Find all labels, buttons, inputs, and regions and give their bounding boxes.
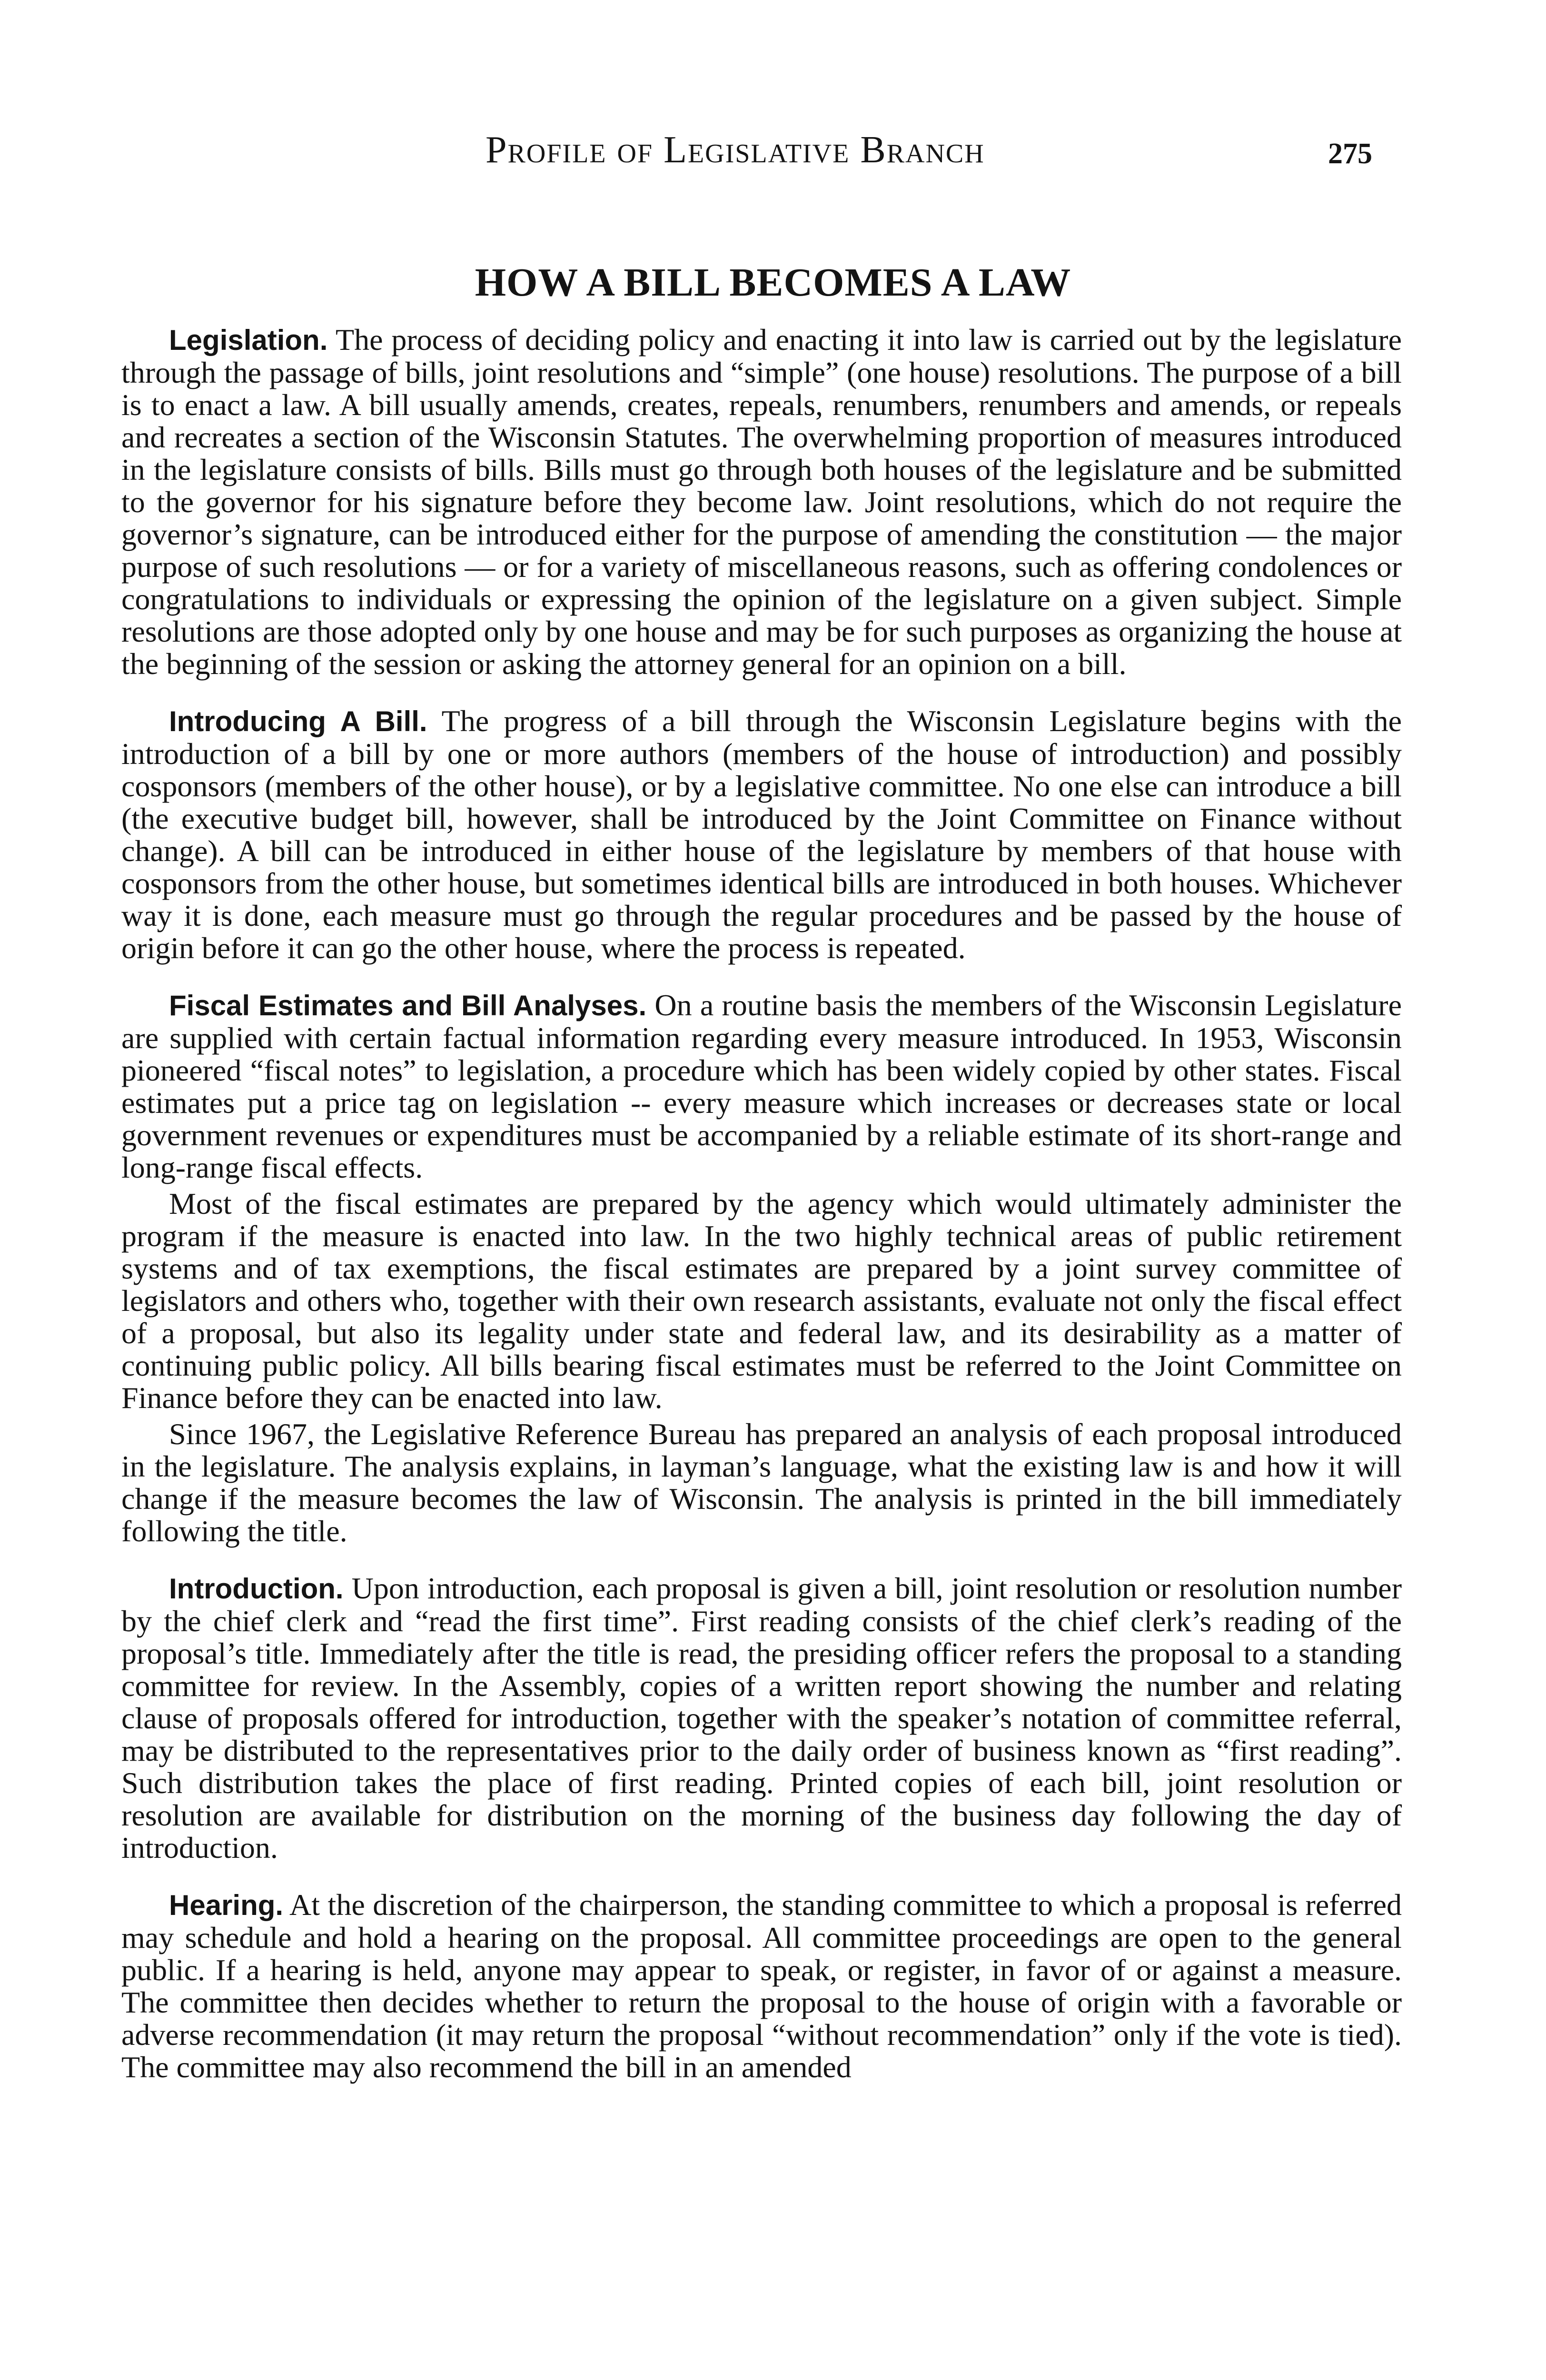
paragraph-lead: Introduction.	[169, 1573, 344, 1605]
page-title: HOW A BILL BECOMES A LAW	[475, 260, 1071, 305]
paragraph-hearing	[121, 1889, 1402, 2083]
paragraph-bill-analysis	[121, 1418, 1402, 1547]
paragraph-text: On a routine basis the members of the Wisconsin Legislature are supplied with certain factual information regarding every measure introduced. In 1953, Wisconsin pioneered “fiscal notes” to legislation, a procedure which has been widely copied by other states. Fiscal estimates put a price tag on legislation -- every measure which increases or decreases state or local government revenues or expenditures must be accompanied by a reliable estimate of its short-range and long-range fiscal effects.	[121, 988, 1402, 1184]
paragraph-text: The process of deciding policy and enacting it into law is carried out by the legislature through the passage of bills, joint resolutions and “simple” (one house) resolutions. The purpose of a bill is to enact a law. A bill usually amends, creates, repeals, renumbers, renumbers and amends, or repeals and recreates a section of the Wisconsin Statutes. The overwhelming proportion of measures introduced in the legislature consists of bills. Bills must go through both houses of the legislature and be submitted to the governor for his signature before they become law. Joint resolutions, which do not require the governor’s signature, can be introduced either for the purpose of amending the constitution — the major purpose of such resolutions — or for a variety of miscellaneous reasons, such as offering condolences or congratulations to individuals or expressing the opinion of the legislature on a given subject. Simple resolutions are those adopted only by one house and may be for such purposes as organizing the house at the beginning of the session or asking the attorney general for an opinion on a bill.	[121, 323, 1402, 681]
paragraph-fiscal-estimates	[121, 989, 1402, 1184]
paragraph-lead: Introducing A Bill.	[169, 705, 427, 737]
running-head: Profile of Legislative Branch	[486, 129, 985, 171]
paragraph-fiscal-estimates-preparation	[121, 1188, 1402, 1414]
paragraph-introducing-a-bill	[121, 705, 1402, 964]
paragraph-text: Most of the fiscal estimates are prepared by the agency which would ultimately administer the program if the measure is enacted into law. In the two highly technical areas of public retirement systems and of tax exemptions, the fiscal estimates are prepared by a joint survey committee of legislators and others who, together with their own research assistants, evaluate not only the fiscal effect of a proposal, but also its legality under state and federal law, and its desirability as a matter of continuing public policy. All bills bearing fiscal estimates must be referred to the Joint Committee on Finance before they can be enacted into law.	[121, 1187, 1402, 1415]
paragraph-lead: Legislation.	[169, 324, 328, 356]
page-header	[0, 129, 1546, 186]
paragraph-introduction	[121, 1572, 1402, 1864]
paragraph-text: Upon introduction, each proposal is given a bill, joint resolution or resolution number by the chief clerk and “read the first time”. First reading consists of the chief clerk’s reading of the proposal’s title. Immediately after the title is read, the presiding officer refers the proposal to a standing committee for review. In the Assembly, copies of a written report showing the number and relating clause of proposals offered for introduction, together with the speaker’s notation of committee referral, may be distributed to the representatives prior to the daily order of business known as “first reading”. Such distribution takes the place of first reading. Printed copies of each bill, joint resolution or resolution are available for distribution on the morning of the business day following the day of introduction.	[121, 1571, 1402, 1864]
paragraph-text: Since 1967, the Legislative Reference Bureau has prepared an analysis of each proposal introduced in the legislature. The analysis explains, in layman’s language, what the existing law is and how it will change if the measure becomes the law of Wisconsin. The analysis is printed in the bill immediately following the title.	[121, 1417, 1402, 1548]
page-number: 275	[1328, 138, 1372, 170]
paragraph-legislation	[121, 324, 1402, 680]
paragraph-lead: Hearing.	[169, 1889, 284, 1921]
body-text	[121, 324, 1402, 2108]
paragraph-text: The progress of a bill through the Wisconsin Legislature begins with the introduction of a bill by one or more authors (members of the house of introduction) and possibly cosponsors (members of the other house), or by a legislative committee. No one else can introduce a bill (the executive budget bill, however, shall be introduced by the Joint Committee on Finance without change). A bill can be introduced in either house of the legislature by members of that house with cosponsors from the other house, but sometimes identical bills are introduced in both houses. Whichever way it is done, each measure must go through the regular procedures and be passed by the house of origin before it can go the other house, where the process is repeated.	[121, 704, 1402, 965]
paragraph-text: At the discretion of the chairperson, the standing committee to which a proposal is referred may schedule and hold a hearing on the proposal. All committee proceedings are open to the general public. If a hearing is held, anyone may appear to speak, or register, in favor of or against a measure. The committee then decides whether to return the proposal to the house of origin with a favorable or adverse recommendation (it may return the proposal “without recommendation” only if the vote is tied). The committee may also recommend the bill in an amended	[121, 1888, 1402, 2084]
paragraph-lead: Fiscal Estimates and Bill Analyses.	[169, 990, 647, 1021]
